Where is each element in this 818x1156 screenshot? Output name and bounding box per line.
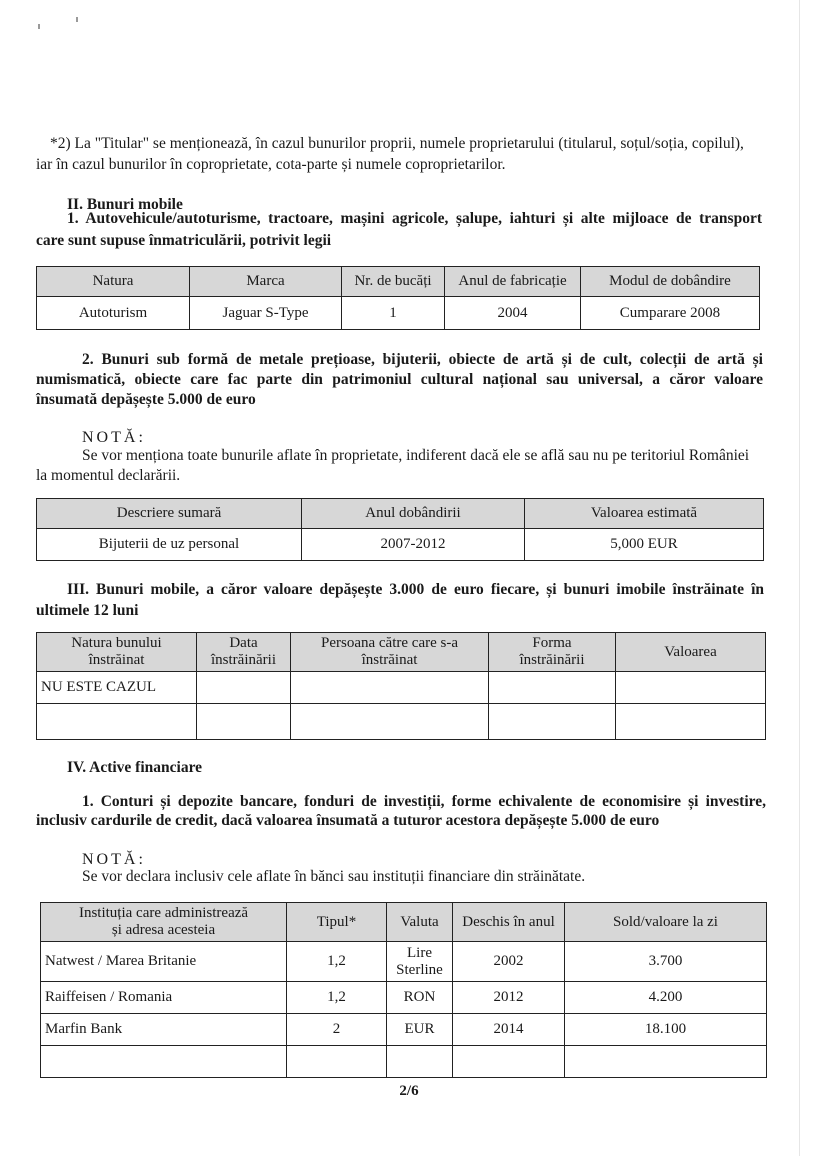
table-cell: 2 <box>287 1014 387 1046</box>
subsection-2-line-1: 2. Bunuri sub formă de metale prețioase, bijuterii, obiecte de artă și de cult, colecții de artă și <box>82 351 763 368</box>
table-cell <box>387 1046 453 1078</box>
table-cell: 2012 <box>453 982 565 1014</box>
table-row <box>41 942 767 982</box>
table-cell: 3.700 <box>565 942 767 982</box>
column-header: Valuta <box>387 903 453 942</box>
column-header <box>197 633 291 672</box>
table-cell <box>197 672 291 704</box>
column-header: Marca <box>190 267 342 297</box>
column-header <box>37 633 197 672</box>
table-cell: 2014 <box>453 1014 565 1046</box>
table-cell <box>287 1046 387 1078</box>
column-header: Anul de fabricație <box>445 267 581 297</box>
section-heading-instrainate-line-1: III. Bunuri mobile, a căror valoare depășește 3.000 de euro fiecare, și bunuri imobile înstrăinate în <box>67 581 764 598</box>
table-cell: 18.100 <box>565 1014 767 1046</box>
scan-edge-line <box>799 0 800 1156</box>
table-cell <box>291 704 489 740</box>
table-cell: Natwest / Marea Britanie <box>41 942 287 982</box>
alienated-assets-table <box>36 632 766 740</box>
header-line: înstrăinat <box>361 652 418 668</box>
section-heading-active-financiare: IV. Active financiare <box>67 759 203 776</box>
table-cell: 1 <box>342 297 445 330</box>
scan-mark <box>38 24 40 29</box>
table-header-row <box>37 633 766 672</box>
table-cell <box>37 704 197 740</box>
table-cell: 2007-2012 <box>302 529 525 561</box>
table-cell: Autoturism <box>37 297 190 330</box>
section-heading-instrainate-line-2: ultimele 12 luni <box>36 602 139 619</box>
header-line: Persoana către care s-a <box>321 635 458 651</box>
column-header: Valoarea <box>616 633 766 672</box>
table-row <box>37 297 760 330</box>
table-header-row <box>41 903 767 942</box>
table-cell: 2004 <box>445 297 581 330</box>
table-cell <box>197 704 291 740</box>
table-cell: Bijuterii de uz personal <box>37 529 302 561</box>
footnote-line-1: *2) La "Titular" se menționează, în cazul bunurilor proprii, numele proprietarului (titularul, soțul/soția, copilul), <box>50 135 744 152</box>
subsection-1-line-1: 1. Autovehicule/autoturisme, tractoare, mașini agricole, șalupe, iahturi și alte mijloace de transport <box>67 210 762 227</box>
table-cell: Lire Sterline <box>387 942 453 982</box>
table-cell: EUR <box>387 1014 453 1046</box>
table-cell: Cumparare 2008 <box>581 297 760 330</box>
table-header-row <box>37 499 764 529</box>
column-header: Anul dobândirii <box>302 499 525 529</box>
subsection-2-line-2: numismatică, obiecte care fac parte din patrimoniul cultural național sau universal, a căror valoare <box>36 371 763 388</box>
table-cell: 4.200 <box>565 982 767 1014</box>
footnote-line-2: iar în cazul bunurilor în coproprietate, cota-parte și numele coproprietarilor. <box>36 156 506 173</box>
table-cell <box>616 704 766 740</box>
table-cell <box>565 1046 767 1078</box>
subsection-1-line-2: care sunt supuse înmatriculării, potrivit legii <box>36 232 332 249</box>
header-line: înstrăinării <box>211 652 276 668</box>
header-line: Data <box>229 635 258 651</box>
header-line: Natura bunului <box>71 635 162 651</box>
table-cell <box>453 1046 565 1078</box>
table-row <box>37 529 764 561</box>
table-cell: 1,2 <box>287 942 387 982</box>
header-line: și adresa acesteia <box>111 922 216 938</box>
table-cell <box>41 1046 287 1078</box>
column-header: Nr. de bucăți <box>342 267 445 297</box>
subsection-2-line-3: însumată depășește 5.000 de euro <box>36 391 256 408</box>
header-line: înstrăinat <box>88 652 145 668</box>
table-cell: RON <box>387 982 453 1014</box>
table-cell <box>291 672 489 704</box>
nota-line-2: la momentul declarării. <box>36 467 181 484</box>
column-header: Tipul* <box>287 903 387 942</box>
table-row <box>41 1014 767 1046</box>
table-cell: 1,2 <box>287 982 387 1014</box>
table-row <box>41 982 767 1014</box>
subsection-conturi-line-2: inclusiv cardurile de credit, dacă valoarea însumată a tuturor acestora depășește 5.000 de euro <box>36 812 660 829</box>
valuables-table <box>36 498 764 561</box>
table-header-row <box>37 267 760 297</box>
header-line: Forma <box>532 635 572 651</box>
column-header: Natura <box>37 267 190 297</box>
vehicles-table <box>36 266 760 330</box>
table-cell <box>489 672 616 704</box>
column-header <box>291 633 489 672</box>
table-row <box>37 672 766 704</box>
header-line: Instituția care administrează <box>78 905 249 921</box>
bank-accounts-table <box>40 902 767 1078</box>
scan-mark <box>76 17 78 22</box>
table-row <box>41 1046 767 1078</box>
subsection-conturi-line-1: 1. Conturi și depozite bancare, fonduri de investiții, forme echivalente de economisire și investire, <box>82 793 766 810</box>
table-row <box>37 704 766 740</box>
column-header <box>489 633 616 672</box>
column-header: Sold/valoare la zi <box>565 903 767 942</box>
table-cell: 5,000 EUR <box>525 529 764 561</box>
section-heading-bunuri-mobile: II. Bunuri mobile <box>67 196 183 213</box>
header-line: înstrăinării <box>519 652 585 668</box>
column-header <box>41 903 287 942</box>
table-cell: Marfin Bank <box>41 1014 287 1046</box>
column-header: Descriere sumară <box>37 499 302 529</box>
table-cell <box>616 672 766 704</box>
table-cell: 2002 <box>453 942 565 982</box>
table-cell: Jaguar S-Type <box>190 297 342 330</box>
table-cell: Raiffeisen / Romania <box>41 982 287 1014</box>
page-number: 2/6 <box>399 1083 419 1099</box>
table-cell <box>489 704 616 740</box>
nota-line-1: Se vor menționa toate bunurile aflate în proprietate, indiferent dacă ele se află sau nu pe teritoriul României <box>82 447 750 464</box>
nota-title: NOTĂ: <box>82 851 146 868</box>
table-cell: NU ESTE CAZUL <box>37 672 197 704</box>
column-header: Modul de dobândire <box>581 267 760 297</box>
column-header: Deschis în anul <box>453 903 565 942</box>
column-header: Valoarea estimată <box>525 499 764 529</box>
nota-title: NOTĂ: <box>82 429 146 446</box>
nota-line-1: Se vor declara inclusiv cele aflate în bănci sau instituții financiare din străinătate. <box>82 868 586 885</box>
